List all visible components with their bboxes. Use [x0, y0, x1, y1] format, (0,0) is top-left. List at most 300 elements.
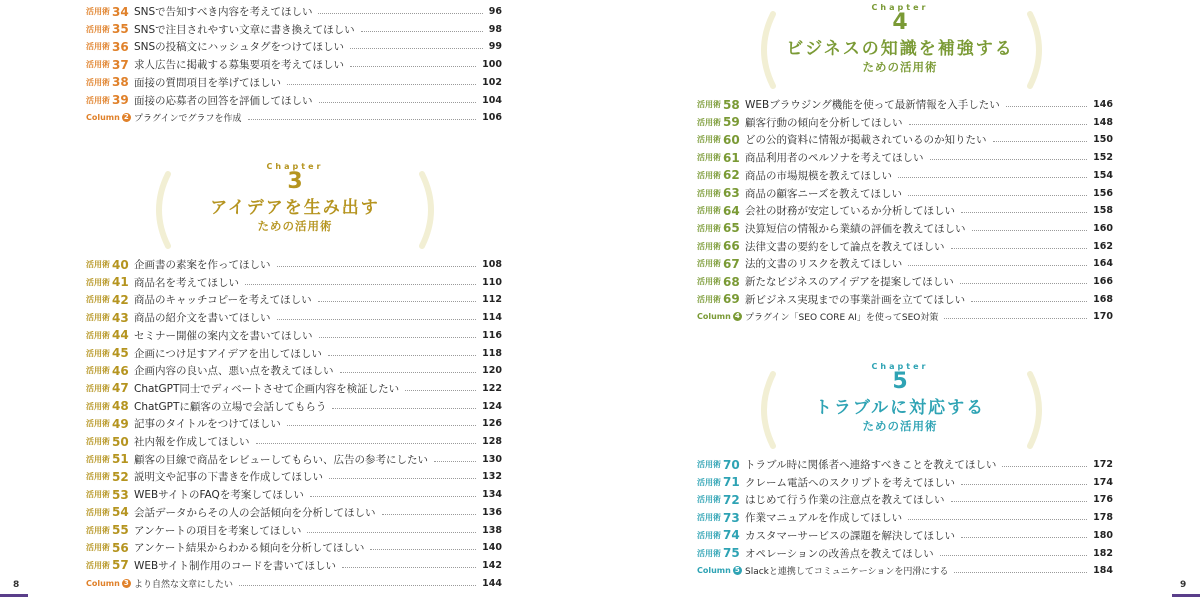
toc-entry[interactable]	[86, 345, 502, 362]
entry-title: 顧客行動の傾向を分析してほしい	[745, 116, 903, 129]
toc-entry[interactable]	[86, 433, 502, 450]
entry-tag: 活用術	[697, 170, 721, 180]
dot-leader	[287, 84, 476, 85]
dot-leader	[382, 514, 477, 515]
dot-leader	[318, 13, 482, 14]
entry-tag: 活用術	[86, 419, 110, 429]
entry-number: 66	[723, 239, 740, 254]
dot-leader	[908, 195, 1087, 196]
entry-number: 47	[112, 381, 129, 396]
dot-leader	[277, 266, 477, 267]
entry-page: 138	[482, 524, 502, 536]
column-tag	[86, 579, 134, 588]
left-bracket-decoration	[753, 10, 779, 90]
entry-title: ChatGPT同士でディベートさせて企画内容を検証したい	[134, 382, 400, 395]
entry-number: 59	[723, 115, 740, 130]
entry-title: 商品名を考えてほしい	[134, 276, 239, 289]
column-page: 170	[1093, 311, 1113, 323]
left-bracket-decoration	[753, 370, 779, 450]
entry-number: 65	[723, 221, 740, 236]
entry-number: 61	[723, 150, 740, 165]
toc-entry[interactable]	[86, 74, 502, 91]
entry-tag: 活用術	[86, 383, 110, 393]
column-page: 184	[1093, 565, 1113, 577]
chapter-subtitle: ための活用術	[257, 219, 333, 233]
dot-leader	[310, 496, 476, 497]
toc-entry[interactable]	[86, 291, 502, 308]
entry-number: 51	[112, 452, 129, 467]
dot-leader	[908, 265, 1087, 266]
entry-page: 168	[1093, 293, 1113, 305]
entry-page: 160	[1093, 222, 1113, 234]
entry-number: 43	[112, 310, 129, 325]
entry-title: 求人広告に掲載する募集要項を考えてほしい	[134, 59, 344, 72]
entry-number: 69	[723, 292, 740, 307]
entry-tag: 活用術	[697, 530, 721, 540]
entry-page: 164	[1093, 258, 1113, 270]
dot-leader	[239, 585, 476, 586]
dot-leader	[256, 443, 477, 444]
page-number-left: 8	[13, 580, 20, 590]
entry-title: SNSで告知すべき内容を考えてほしい	[134, 6, 313, 18]
entry-tag: 活用術	[86, 472, 110, 482]
dot-leader	[318, 301, 476, 302]
toc-entry[interactable]	[86, 274, 502, 291]
dot-leader	[898, 177, 1087, 178]
dot-leader	[972, 230, 1088, 231]
toc-entry[interactable]	[86, 309, 502, 326]
toc-entry[interactable]	[86, 486, 502, 503]
column-number-badge: 3	[122, 579, 131, 588]
dot-leader	[908, 519, 1087, 520]
dot-leader	[944, 318, 1087, 319]
entry-number: 62	[723, 168, 740, 183]
entry-tag: 活用術	[697, 477, 721, 487]
entry-title: トラブル時に関係者へ連絡すべきことを教えてほしい	[745, 459, 997, 471]
right-bracket-decoration	[1024, 10, 1050, 90]
chapter-title: アイデアを生み出す	[210, 198, 380, 218]
entry-title: 法的文書のリスクを教えてほしい	[745, 258, 903, 271]
entry-number: 68	[723, 274, 740, 289]
column-entry[interactable]	[86, 109, 502, 126]
entry-title: 商品のキャッチコピーを考えてほしい	[134, 294, 312, 307]
dot-leader	[930, 159, 1088, 160]
toc-entry[interactable]	[86, 38, 502, 55]
toc-entry[interactable]	[86, 21, 502, 38]
entry-title: 企画内容の良い点、悪い点を教えてほしい	[134, 365, 334, 378]
toc-entry[interactable]	[697, 545, 1113, 562]
entry-page: 162	[1093, 240, 1113, 252]
toc-entry[interactable]	[697, 474, 1113, 491]
dot-leader	[951, 501, 1088, 502]
chapter-label: Chapter	[871, 3, 929, 12]
entry-tag: 活用術	[697, 100, 721, 109]
entry-title: 商品の市場規模を教えてほしい	[745, 169, 892, 182]
entry-title: 決算短信の情報から業績の評価を教えてほしい	[745, 222, 966, 235]
page-bar-left	[0, 594, 28, 597]
entry-title: 会話データからその人の会話傾向を分析してほしい	[134, 506, 376, 519]
column-title: Slackと連携してコミュニケーションを円滑にする	[745, 567, 949, 578]
dot-leader	[287, 425, 476, 426]
entry-title: 面接の質問項目を挙げてほしい	[134, 76, 281, 89]
dot-leader	[328, 355, 476, 356]
entry-tag: 活用術	[697, 117, 721, 127]
entry-title: 企画書の素案を作ってほしい	[134, 259, 271, 271]
entry-number: 55	[112, 523, 129, 537]
column-number-badge: 5	[733, 566, 742, 575]
entry-page: 100	[482, 59, 502, 71]
entry-number: 50	[112, 434, 129, 449]
entry-title: セミナー開催の案内文を書いてほしい	[134, 329, 313, 342]
toc-entry[interactable]	[86, 451, 502, 468]
column-tag	[697, 566, 745, 575]
entry-page: 128	[482, 436, 502, 447]
entry-tag: 活用術	[697, 223, 721, 233]
entry-tag: 活用術	[697, 548, 721, 558]
entry-page: 112	[482, 294, 502, 306]
dot-leader	[1006, 106, 1087, 107]
dot-leader	[961, 212, 1087, 213]
entry-tag: 活用術	[86, 437, 110, 446]
column-entry[interactable]	[697, 562, 1113, 579]
entry-page: 182	[1093, 547, 1113, 559]
entry-tag: 活用術	[86, 24, 110, 34]
dot-leader	[434, 461, 476, 462]
entry-title: WEBブラウジング機能を使って最新情報を入手したい	[745, 99, 1000, 111]
entry-page: 108	[482, 259, 502, 270]
entry-page: 134	[482, 489, 502, 501]
entry-tag: 活用術	[697, 460, 721, 469]
toc-entry[interactable]	[86, 380, 502, 397]
toc-entry[interactable]	[697, 114, 1113, 131]
entry-number: 42	[112, 292, 129, 307]
toc-entry[interactable]	[86, 56, 502, 73]
entry-tag: 活用術	[697, 241, 721, 251]
entry-tag: 活用術	[86, 507, 110, 517]
column-page: 144	[482, 577, 502, 589]
toc-entry[interactable]	[86, 362, 502, 379]
chapter-3-heading	[150, 162, 440, 234]
entry-tag: 活用術	[697, 495, 721, 505]
dot-leader	[951, 248, 1088, 249]
column-label: Column	[86, 113, 120, 123]
toc-entry[interactable]	[86, 92, 502, 109]
chapter-subtitle: ための活用術	[862, 60, 938, 74]
toc-entry[interactable]	[697, 255, 1113, 272]
entry-title: 面接の応募者の回答を評価してほしい	[134, 94, 313, 107]
column-page: 106	[482, 112, 502, 124]
dot-leader	[1002, 466, 1087, 467]
toc-entry[interactable]	[697, 96, 1113, 113]
chapter-4-heading	[755, 3, 1045, 75]
entry-title: アンケートの項目を考案してほしい	[134, 524, 302, 537]
toc-entry[interactable]	[86, 539, 502, 556]
dot-leader	[350, 66, 476, 67]
entry-number: 35	[112, 22, 129, 37]
entry-tag: 活用術	[86, 95, 110, 105]
column-entry[interactable]	[697, 308, 1113, 325]
dot-leader	[361, 31, 483, 32]
entry-title: 企画につけ足すアイデアを出してほしい	[134, 347, 322, 360]
toc-entry[interactable]	[697, 149, 1113, 166]
dot-leader	[329, 478, 476, 479]
entry-page: 150	[1093, 134, 1113, 146]
entry-tag: 活用術	[86, 366, 110, 376]
entry-page: 172	[1093, 459, 1113, 470]
toc-entry[interactable]	[697, 509, 1113, 526]
dot-leader	[307, 532, 476, 533]
chapter-label: Chapter	[266, 162, 324, 171]
dot-leader	[245, 284, 476, 285]
entry-page: 96	[488, 6, 502, 17]
entry-page: 166	[1093, 276, 1113, 287]
entry-number: 75	[723, 546, 740, 560]
entry-page: 176	[1093, 494, 1113, 506]
column-title: プラグインでグラフを作成	[134, 114, 242, 125]
column-label: Column	[697, 312, 731, 322]
toc-entry[interactable]	[86, 398, 502, 415]
chapter-5-heading	[755, 362, 1045, 434]
column-tag	[86, 113, 134, 122]
entry-title: 説明文や記事の下書きを作成してほしい	[134, 471, 323, 484]
chapter-title: トラブルに対応する	[814, 398, 986, 418]
dot-leader	[370, 549, 476, 550]
column-number-badge: 2	[122, 113, 131, 122]
entry-page: 118	[482, 347, 502, 359]
entry-title: SNSで注目されやすい文章に書き換えてほしい	[134, 23, 355, 36]
toc-entry[interactable]	[697, 202, 1113, 219]
entry-tag: 活用術	[86, 277, 110, 287]
entry-page: 116	[482, 329, 502, 341]
column-title: より自然な文章にしたい	[134, 579, 234, 590]
dot-leader	[332, 408, 476, 409]
entry-number: 38	[112, 75, 129, 90]
entry-title: カスタマーサービスの課題を解決してほしい	[745, 529, 955, 542]
entry-tag: 活用術	[86, 260, 110, 269]
entry-tag: 活用術	[86, 42, 110, 52]
entry-title: 商品利用者のペルソナを考えてほしい	[745, 152, 924, 165]
entry-title: 新ビジネス実現までの事業計画を立ててほしい	[745, 293, 966, 306]
entry-title: 法律文書の要約をして論点を教えてほしい	[745, 240, 945, 253]
toc-entry[interactable]	[86, 522, 502, 539]
toc-entry[interactable]	[86, 256, 502, 273]
dot-leader	[319, 337, 477, 338]
column-number-badge: 4	[733, 312, 742, 321]
entry-number: 74	[723, 528, 740, 543]
entry-number: 37	[112, 57, 129, 72]
dot-leader	[954, 572, 1087, 573]
entry-tag: 活用術	[86, 560, 110, 570]
entry-tag: 活用術	[697, 188, 721, 198]
dot-leader	[277, 319, 477, 320]
dot-leader	[961, 537, 1087, 538]
entry-tag: 活用術	[86, 401, 110, 411]
toc-entry[interactable]	[86, 468, 502, 485]
entry-number: 45	[112, 346, 129, 360]
entry-number: 41	[112, 275, 129, 290]
entry-tag: 活用術	[86, 525, 110, 535]
dot-leader	[342, 567, 476, 568]
entry-title: どの公的資料に情報が掲載されているのか知りたい	[745, 134, 987, 147]
dot-leader	[960, 283, 1087, 284]
entry-number: 53	[112, 487, 129, 502]
entry-tag: 活用術	[86, 543, 110, 553]
toc-entry[interactable]	[697, 220, 1113, 237]
entry-number: 57	[112, 558, 129, 573]
entry-title: 新たなビジネスのアイデアを提案してほしい	[745, 276, 954, 288]
toc-entry[interactable]	[697, 291, 1113, 308]
page-bar-right	[1172, 594, 1200, 597]
entry-number: 46	[112, 363, 129, 378]
entry-number: 48	[112, 399, 129, 414]
entry-number: 71	[723, 475, 740, 490]
entry-number: 58	[723, 97, 740, 112]
entry-tag: 活用術	[697, 153, 721, 163]
entry-number: 67	[723, 256, 740, 271]
entry-number: 64	[723, 203, 740, 218]
entry-page: 110	[482, 276, 502, 288]
entry-title: はじめて行う作業の注意点を教えてほしい	[745, 494, 945, 507]
entry-title: 社内報を作成してほしい	[134, 436, 250, 448]
entry-page: 154	[1093, 169, 1113, 181]
entry-page: 152	[1093, 152, 1113, 164]
entry-tag: 活用術	[86, 313, 110, 323]
toc-entry[interactable]	[697, 527, 1113, 544]
entry-page: 124	[482, 400, 502, 412]
entry-tag: 活用術	[697, 294, 721, 304]
chapter-subtitle: ための活用術	[862, 419, 938, 433]
column-label: Column	[86, 578, 120, 588]
toc-entry[interactable]	[697, 491, 1113, 508]
column-label: Column	[697, 566, 731, 576]
entry-page: 140	[482, 542, 502, 554]
entry-page: 178	[1093, 512, 1113, 524]
entry-number: 40	[112, 257, 129, 272]
entry-number: 60	[723, 132, 740, 147]
entry-title: SNSの投稿文にハッシュタグをつけてほしい	[134, 41, 344, 54]
entry-tag: 活用術	[86, 7, 110, 16]
toc-entry[interactable]	[697, 131, 1113, 148]
entry-number: 49	[112, 416, 129, 431]
chapter-number: 5	[892, 369, 908, 394]
dot-leader	[993, 141, 1088, 142]
page-number-right: 9	[1180, 580, 1187, 590]
entry-page: 102	[482, 76, 502, 88]
entry-page: 132	[482, 471, 502, 483]
entry-tag: 活用術	[86, 490, 110, 500]
dot-leader	[340, 372, 477, 373]
entry-page: 158	[1093, 205, 1113, 217]
entry-page: 98	[488, 23, 502, 35]
entry-number: 73	[723, 510, 740, 525]
toc-entry[interactable]	[697, 273, 1113, 290]
entry-tag: 活用術	[86, 330, 110, 340]
entry-tag: 活用術	[86, 454, 110, 464]
column-tag	[697, 312, 745, 321]
left-bracket-decoration	[148, 170, 174, 250]
entry-title: 作業マニュアルを作成してほしい	[745, 512, 903, 525]
entry-tag: 活用術	[697, 135, 721, 145]
dot-leader	[909, 124, 1088, 125]
entry-title: 顧客の目線で商品をレビューしてもらい、広告の参考にしたい	[134, 453, 428, 466]
entry-title: WEBサイトのFAQを考案してほしい	[134, 489, 304, 502]
dot-leader	[350, 48, 483, 49]
chapter-number: 3	[287, 169, 303, 194]
toc-entry[interactable]	[86, 415, 502, 432]
toc-entry[interactable]	[697, 238, 1113, 255]
entry-number: 36	[112, 39, 129, 54]
toc-entry[interactable]	[86, 504, 502, 521]
entry-title: WEBサイト制作用のコードを書いてほしい	[134, 559, 336, 572]
entry-number: 39	[112, 93, 129, 107]
entry-page: 142	[482, 559, 502, 571]
entry-tag: 活用術	[86, 348, 110, 358]
entry-tag: 活用術	[697, 206, 721, 216]
column-title: プラグイン「SEO CORE AI」を使ってSEO対策	[745, 313, 939, 324]
entry-title: 商品の紹介文を書いてほしい	[134, 312, 271, 325]
toc-entry[interactable]	[697, 185, 1113, 202]
entry-tag: 活用術	[86, 60, 110, 70]
entry-number: 52	[112, 469, 129, 484]
entry-page: 126	[482, 418, 502, 430]
entry-title: 商品の顧客ニーズを教えてほしい	[745, 187, 902, 200]
entry-page: 104	[482, 94, 502, 106]
right-bracket-decoration	[416, 170, 442, 250]
entry-tag: 活用術	[697, 513, 721, 523]
entry-page: 180	[1093, 529, 1113, 541]
entry-page: 136	[482, 506, 502, 518]
toc-entry[interactable]	[86, 557, 502, 574]
entry-page: 130	[482, 453, 502, 465]
entry-number: 44	[112, 328, 129, 343]
entry-page: 122	[482, 382, 502, 394]
entry-title: 記事のタイトルをつけてほしい	[134, 418, 281, 431]
column-entry[interactable]	[86, 575, 502, 592]
dot-leader	[319, 102, 477, 103]
entry-tag: 活用術	[697, 277, 721, 286]
entry-number: 56	[112, 540, 129, 555]
dot-leader	[961, 484, 1087, 485]
entry-page: 114	[482, 312, 502, 324]
entry-title: クレーム電話へのスクリプトを考えてほしい	[745, 476, 955, 489]
entry-number: 72	[723, 492, 740, 507]
entry-title: ChatGPTに顧客の立場で会話してもらう	[134, 400, 327, 413]
entry-page: 174	[1093, 476, 1113, 488]
toc-entry[interactable]	[697, 167, 1113, 184]
entry-title: 会社の財務が安定しているか分析してほしい	[745, 205, 955, 218]
entry-page: 120	[482, 365, 502, 377]
entry-page: 156	[1093, 187, 1113, 199]
entry-number: 34	[112, 4, 129, 19]
entry-page: 148	[1093, 116, 1113, 128]
toc-entry[interactable]	[86, 3, 502, 20]
entry-tag: 活用術	[86, 77, 110, 87]
toc-entry[interactable]	[86, 327, 502, 344]
right-bracket-decoration	[1024, 370, 1050, 450]
entry-number: 63	[723, 186, 740, 200]
dot-leader	[248, 119, 477, 120]
chapter-number: 4	[892, 10, 908, 35]
entry-page: 99	[488, 41, 502, 53]
dot-leader	[971, 301, 1087, 302]
entry-number: 70	[723, 457, 740, 472]
dot-leader	[940, 555, 1088, 556]
entry-number: 54	[112, 505, 129, 520]
chapter-label: Chapter	[871, 362, 929, 371]
chapter-title: ビジネスの知識を補強する	[786, 39, 1014, 59]
toc-entry[interactable]	[697, 456, 1113, 473]
entry-page: 146	[1093, 99, 1113, 110]
